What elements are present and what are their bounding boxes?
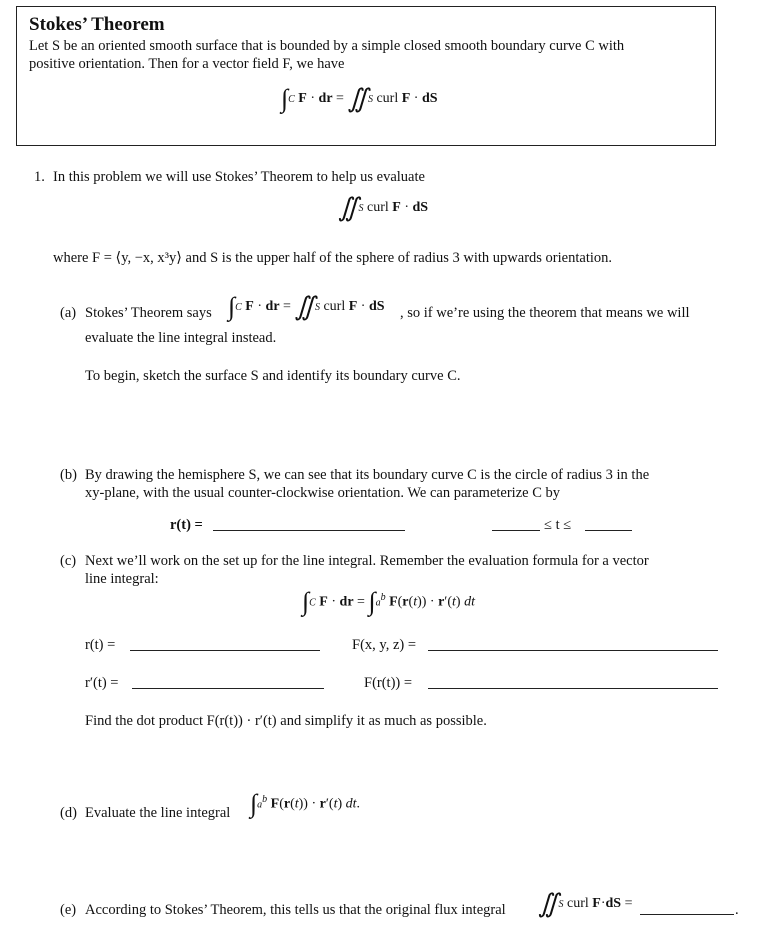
part-b-r-answer-line[interactable]: [213, 530, 405, 531]
part-b-lower-bound-line[interactable]: [492, 530, 540, 531]
theorem-formula: ∫C F · dr = ∬S curl F · dS: [281, 84, 438, 113]
theorem-title: Stokes’ Theorem: [29, 14, 165, 35]
part-c-r-label: r(t) =: [85, 637, 116, 653]
part-c-line1: Next we’ll work on the set up for the line integral. Remember the evaluation formula for a vector: [85, 553, 649, 569]
part-a-instruction: To begin, sketch the surface S and identify its boundary curve C.: [85, 368, 461, 384]
part-c-rp-label: r′(t) =: [85, 675, 119, 691]
part-c-line2: line integral:: [85, 571, 159, 587]
part-a-line2: evaluate the line integral instead.: [85, 330, 277, 346]
theorem-text-line1: Let S be an oriented smooth surface that is bounded by a simple closed smooth boundary curve C with: [29, 38, 625, 54]
part-b-line1: By drawing the hemisphere S, we can see that its boundary curve C is the circle of radius 3 in the: [85, 467, 650, 483]
problem-intro: In this problem we will use Stokes’ Theorem to help us evaluate: [53, 169, 425, 185]
theorem-text-line2: positive orientation. Then for a vector field F, we have: [29, 56, 345, 72]
part-c-F-label: F(x, y, z) =: [352, 637, 417, 653]
part-d-text: Evaluate the line integral: [85, 805, 231, 821]
part-e-period: .: [735, 902, 739, 918]
problem-number: 1.: [34, 169, 45, 185]
part-a-label: (a): [60, 305, 77, 321]
part-e-answer-line[interactable]: [640, 914, 734, 915]
part-b-bounds: ≤ t ≤: [544, 517, 572, 533]
part-c-formula: ∫C F · dr = $\int a^b$ F(r(t)) · r′(t) dt: [302, 587, 475, 617]
part-b-upper-bound-line[interactable]: [585, 530, 632, 531]
part-e-formula: ∬S curl F·dS =: [538, 889, 633, 918]
problem-where: where F = ⟨y, −x, x³y⟩ and S is the upper half of the sphere of radius 3 with upwards orientation.: [53, 250, 613, 266]
part-d-label: (d): [60, 805, 77, 821]
part-a-text-post: , so if we’re using the theorem that means we will: [400, 305, 690, 321]
part-c-instruction: Find the dot product F(r(t)) · r′(t) and simplify it as much as possible.: [85, 713, 487, 729]
part-e-text: According to Stokes’ Theorem, this tells us that the original flux integral: [85, 902, 506, 918]
part-b-label: (b): [60, 467, 77, 483]
part-e-label: (e): [60, 902, 77, 918]
part-c-label: (c): [60, 553, 77, 569]
problem-integral: ∬S curl F · dS: [338, 193, 429, 222]
part-c-r-answer-line[interactable]: [130, 650, 320, 651]
part-a-text-pre: Stokes’ Theorem says: [85, 305, 212, 321]
part-d-formula: $\int a^b$ F(r(t)) · r′(t) dt.: [250, 789, 361, 819]
part-c-Fr-answer-line[interactable]: [428, 688, 718, 689]
theorem-box: [16, 6, 716, 146]
part-c-F-answer-line[interactable]: [428, 650, 718, 651]
part-c-Fr-label: F(r(t)) =: [364, 675, 413, 691]
part-a-formula: ∫C F · dr = ∬S curl F · dS: [228, 292, 385, 321]
part-c-rp-answer-line[interactable]: [132, 688, 324, 689]
part-b-r-label: r(t) =: [170, 517, 203, 533]
part-b-line2: xy-plane, with the usual counter-clockwise orientation. We can parameterize C by: [85, 485, 560, 501]
